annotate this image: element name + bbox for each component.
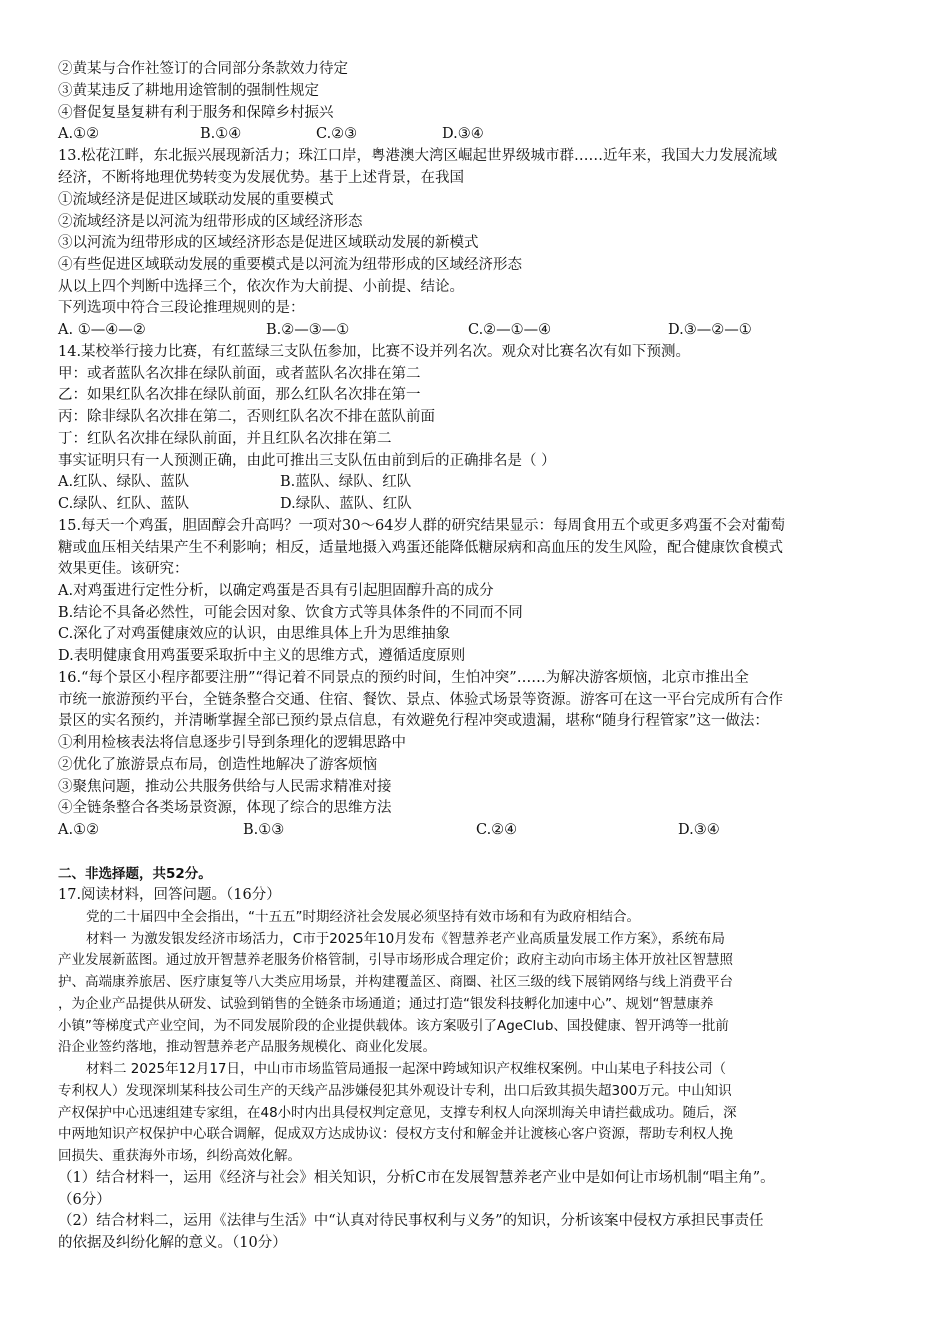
q15-stem-line-1: 15.每天一个鸡蛋，胆固醇会升高吗？一项对30～64岁人群的研究结果显示：每周食用五个或更多鸡蛋不会对葡萄	[58, 518, 785, 534]
q16-option-a: A.①②	[58, 822, 100, 838]
q13-statement-4: ④有些促进区域联动发展的重要模式是以河流为纽带形成的区域经济形态	[58, 257, 522, 273]
section-2-heading: 二、非选择题，共52分。	[58, 866, 212, 882]
q12-statement-4: ④督促复垦复耕有利于服务和保障乡村振兴	[58, 105, 334, 121]
q17-material-2-line-5: 回损失、重获海外市场，纠纷高效化解。	[58, 1148, 301, 1164]
q15-stem-line-2: 糖或血压相关结果产生不利影响；相反，适量地摄入鸡蛋还能降低糖尿病和高血压的发生风险，配合健康饮食模式	[58, 540, 783, 556]
q13-option-c: C.②—①—④	[468, 322, 552, 338]
q13-stem-line-3: 从以上四个判断中选择三个，依次作为大前提、小前提、结论。	[58, 279, 464, 295]
q14-stem-line-1: 14.某校举行接力比赛，有红蓝绿三支队伍参加，比赛不设并列名次。观众对比赛名次有如下预测。	[58, 344, 691, 360]
q13-stem-line-2: 经济，不断将地理优势转变为发展优势。基于上述背景，在我国	[58, 170, 464, 186]
q14-option-c: C.绿队、红队、蓝队	[58, 496, 190, 512]
q13-statement-3: ③以河流为纽带形成的区域经济形态是促进区域联动发展的新模式	[58, 235, 479, 251]
q12-option-a: A.①②	[58, 126, 100, 142]
q17-subquestion-2-line-1: （2）结合材料二，运用《法律与生活》中“认真对待民事权利与义务”的知识，分析该案中侵权方承担民事责任	[58, 1213, 764, 1229]
q14-prediction-yi: 乙：如果红队名次排在绿队前面，那么红队名次排在第一	[58, 387, 421, 403]
q17-material-1-line-4: ，为企业产品提供从研发、试验到销售的全链条市场通道；通过打造“银发科技孵化加速中心”、规划“智慧康养	[58, 996, 714, 1012]
q17-material-1-line-3: 护、高端康养旅居、医疗康复等八大类应用场景，并构建覆盖区、商圈、社区三级的线下展销网络与线上消费平台	[58, 974, 733, 990]
q14-option-b: B.蓝队、绿队、红队	[280, 474, 412, 490]
q17-subquestion-2-line-2: 的依据及纠纷化解的意义。（10分）	[58, 1235, 287, 1251]
q15-option-b: B.结论不具备必然性，可能会因对象、饮食方式等具体条件的不同而不同	[58, 605, 523, 621]
q12-option-d: D.③④	[442, 126, 484, 142]
q16-stem-line-1: 16.“每个景区小程序都要注册”“得记着不同景点的预约时间，生怕冲突”……为解决游客烦恼，北京市推出全	[58, 670, 749, 686]
q16-statement-4: ④全链条整合各类场景资源，体现了综合的思维方法	[58, 800, 392, 816]
q12-option-c: C.②③	[316, 126, 358, 142]
q14-option-a: A.红队、绿队、蓝队	[58, 474, 190, 490]
q17-material-2-line-1: 材料二 2025年12月17日，中山市市场监管局通报一起深中跨域知识产权维权案例。中山某电子科技公司（	[86, 1061, 727, 1077]
q16-statement-2: ②优化了旅游景点布局，创造性地解决了游客烦恼	[58, 757, 377, 773]
q13-stem-line-1: 13.松花江畔，东北振兴展现新活力；珠江口岸，粤港澳大湾区崛起世界级城市群……近年来，我国大力发展流域	[58, 148, 778, 164]
q13-stem-line-4: 下列选项中符合三段论推理规则的是：	[58, 300, 305, 316]
q15-option-c: C.深化了对鸡蛋健康效应的认识，由思维具体上升为思维抽象	[58, 626, 451, 642]
q13-statement-1: ①流域经济是促进区域联动发展的重要模式	[58, 192, 334, 208]
q15-option-a: A.对鸡蛋进行定性分析，以确定鸡蛋是否具有引起胆固醇升高的成分	[58, 583, 494, 599]
q14-prediction-ding: 丁：红队名次排在绿队前面，并且红队名次排在第二	[58, 431, 392, 447]
q17-intro: 党的二十届四中全会指出，“十五五”时期经济社会发展必须坚持有效市场和有为政府相结合。	[86, 909, 640, 925]
q13-option-b: B.②—③—①	[266, 322, 350, 338]
q16-stem-line-2: 市统一旅游预约平台，全链条整合交通、住宿、餐饮、景点、体验式场景等资源。游客可在这一平台完成所有合作	[58, 692, 783, 708]
q13-option-d: D.③—②—①	[668, 322, 752, 338]
q12-statement-3: ③黄某违反了耕地用途管制的强制性规定	[58, 83, 319, 99]
q17-material-2-line-4: 中两地知识产权保护中心联合调解，促成双方达成协议：侵权方支付和解金并让渡核心客户资源，帮助专利权人挽	[58, 1126, 733, 1142]
q16-statement-1: ①利用检核表法将信息逐步引导到条理化的逻辑思路中	[58, 735, 406, 751]
q17-material-1-line-1: 材料一 为激发银发经济市场活力，C市于2025年10月发布《智慧养老产业高质量发展工作方案》，系统布局	[86, 931, 726, 947]
q13-option-a: A. ①—④—②	[58, 322, 146, 338]
q17-material-1-line-2: 产业发展新蓝图。通过放开智慧养老服务价格管制，引导市场形成合理定价；政府主动向市场主体开放社区智慧照	[58, 952, 733, 968]
q17-subquestion-1-line-2: （6分）	[58, 1192, 111, 1208]
q13-statement-2: ②流域经济是以河流为纽带形成的区域经济形态	[58, 214, 363, 230]
q14-prediction-jia: 甲：或者蓝队名次排在绿队前面，或者蓝队名次排在第二	[58, 366, 421, 382]
q17-title: 17.阅读材料，回答问题。（16分）	[58, 887, 281, 903]
q12-option-b: B.①④	[200, 126, 242, 142]
q17-material-1-line-6: 沿企业签约落地，推动智慧养老产品服务规模化、商业化发展。	[58, 1039, 436, 1055]
q17-subquestion-1-line-1: （1）结合材料一，运用《经济与社会》相关知识，分析C市在发展智慧养老产业中是如何让市场机制“唱主角”。	[58, 1170, 775, 1186]
q14-prediction-bing: 丙：除非绿队名次排在第二，否则红队名次不排在蓝队前面	[58, 409, 435, 425]
q14-option-d: D.绿队、蓝队、红队	[280, 496, 412, 512]
q17-material-2-line-2: 专利权人）发现深圳某科技公司生产的天线产品涉嫌侵犯其外观设计专利，出口后致其损失超300万元。中山知识	[58, 1083, 732, 1099]
q17-material-2-line-3: 产权保护中心迅速组建专家组，在48小时内出具侵权判定意见，支撑专利权人向深圳海关申请拦截成功。随后，深	[58, 1105, 737, 1121]
q15-option-d: D.表明健康食用鸡蛋要采取折中主义的思维方式，遵循适度原则	[58, 648, 466, 664]
q16-stem-line-3: 景区的实名预约，并清晰掌握全部已预约景点信息，有效避免行程冲突或遗漏，堪称“随身行程管家”这一做法：	[58, 713, 769, 729]
q14-stem-line-2: 事实证明只有一人预测正确，由此可推出三支队伍由前到后的正确排名是（ ）	[58, 453, 556, 469]
q15-stem-line-3: 效果更佳。该研究：	[58, 561, 189, 577]
q12-statement-2: ②黄某与合作社签订的合同部分条款效力待定	[58, 61, 348, 77]
q16-statement-3: ③聚焦问题，推动公共服务供给与人民需求精准对接	[58, 779, 392, 795]
q16-option-d: D.③④	[678, 822, 720, 838]
q16-option-c: C.②④	[476, 822, 518, 838]
q17-material-1-line-5: 小镇”等梯度式产业空间，为不同发展阶段的企业提供载体。该方案吸引了AgeClub、国投健康、智开鸿等一批前	[58, 1018, 729, 1034]
q16-option-b: B.①③	[243, 822, 285, 838]
